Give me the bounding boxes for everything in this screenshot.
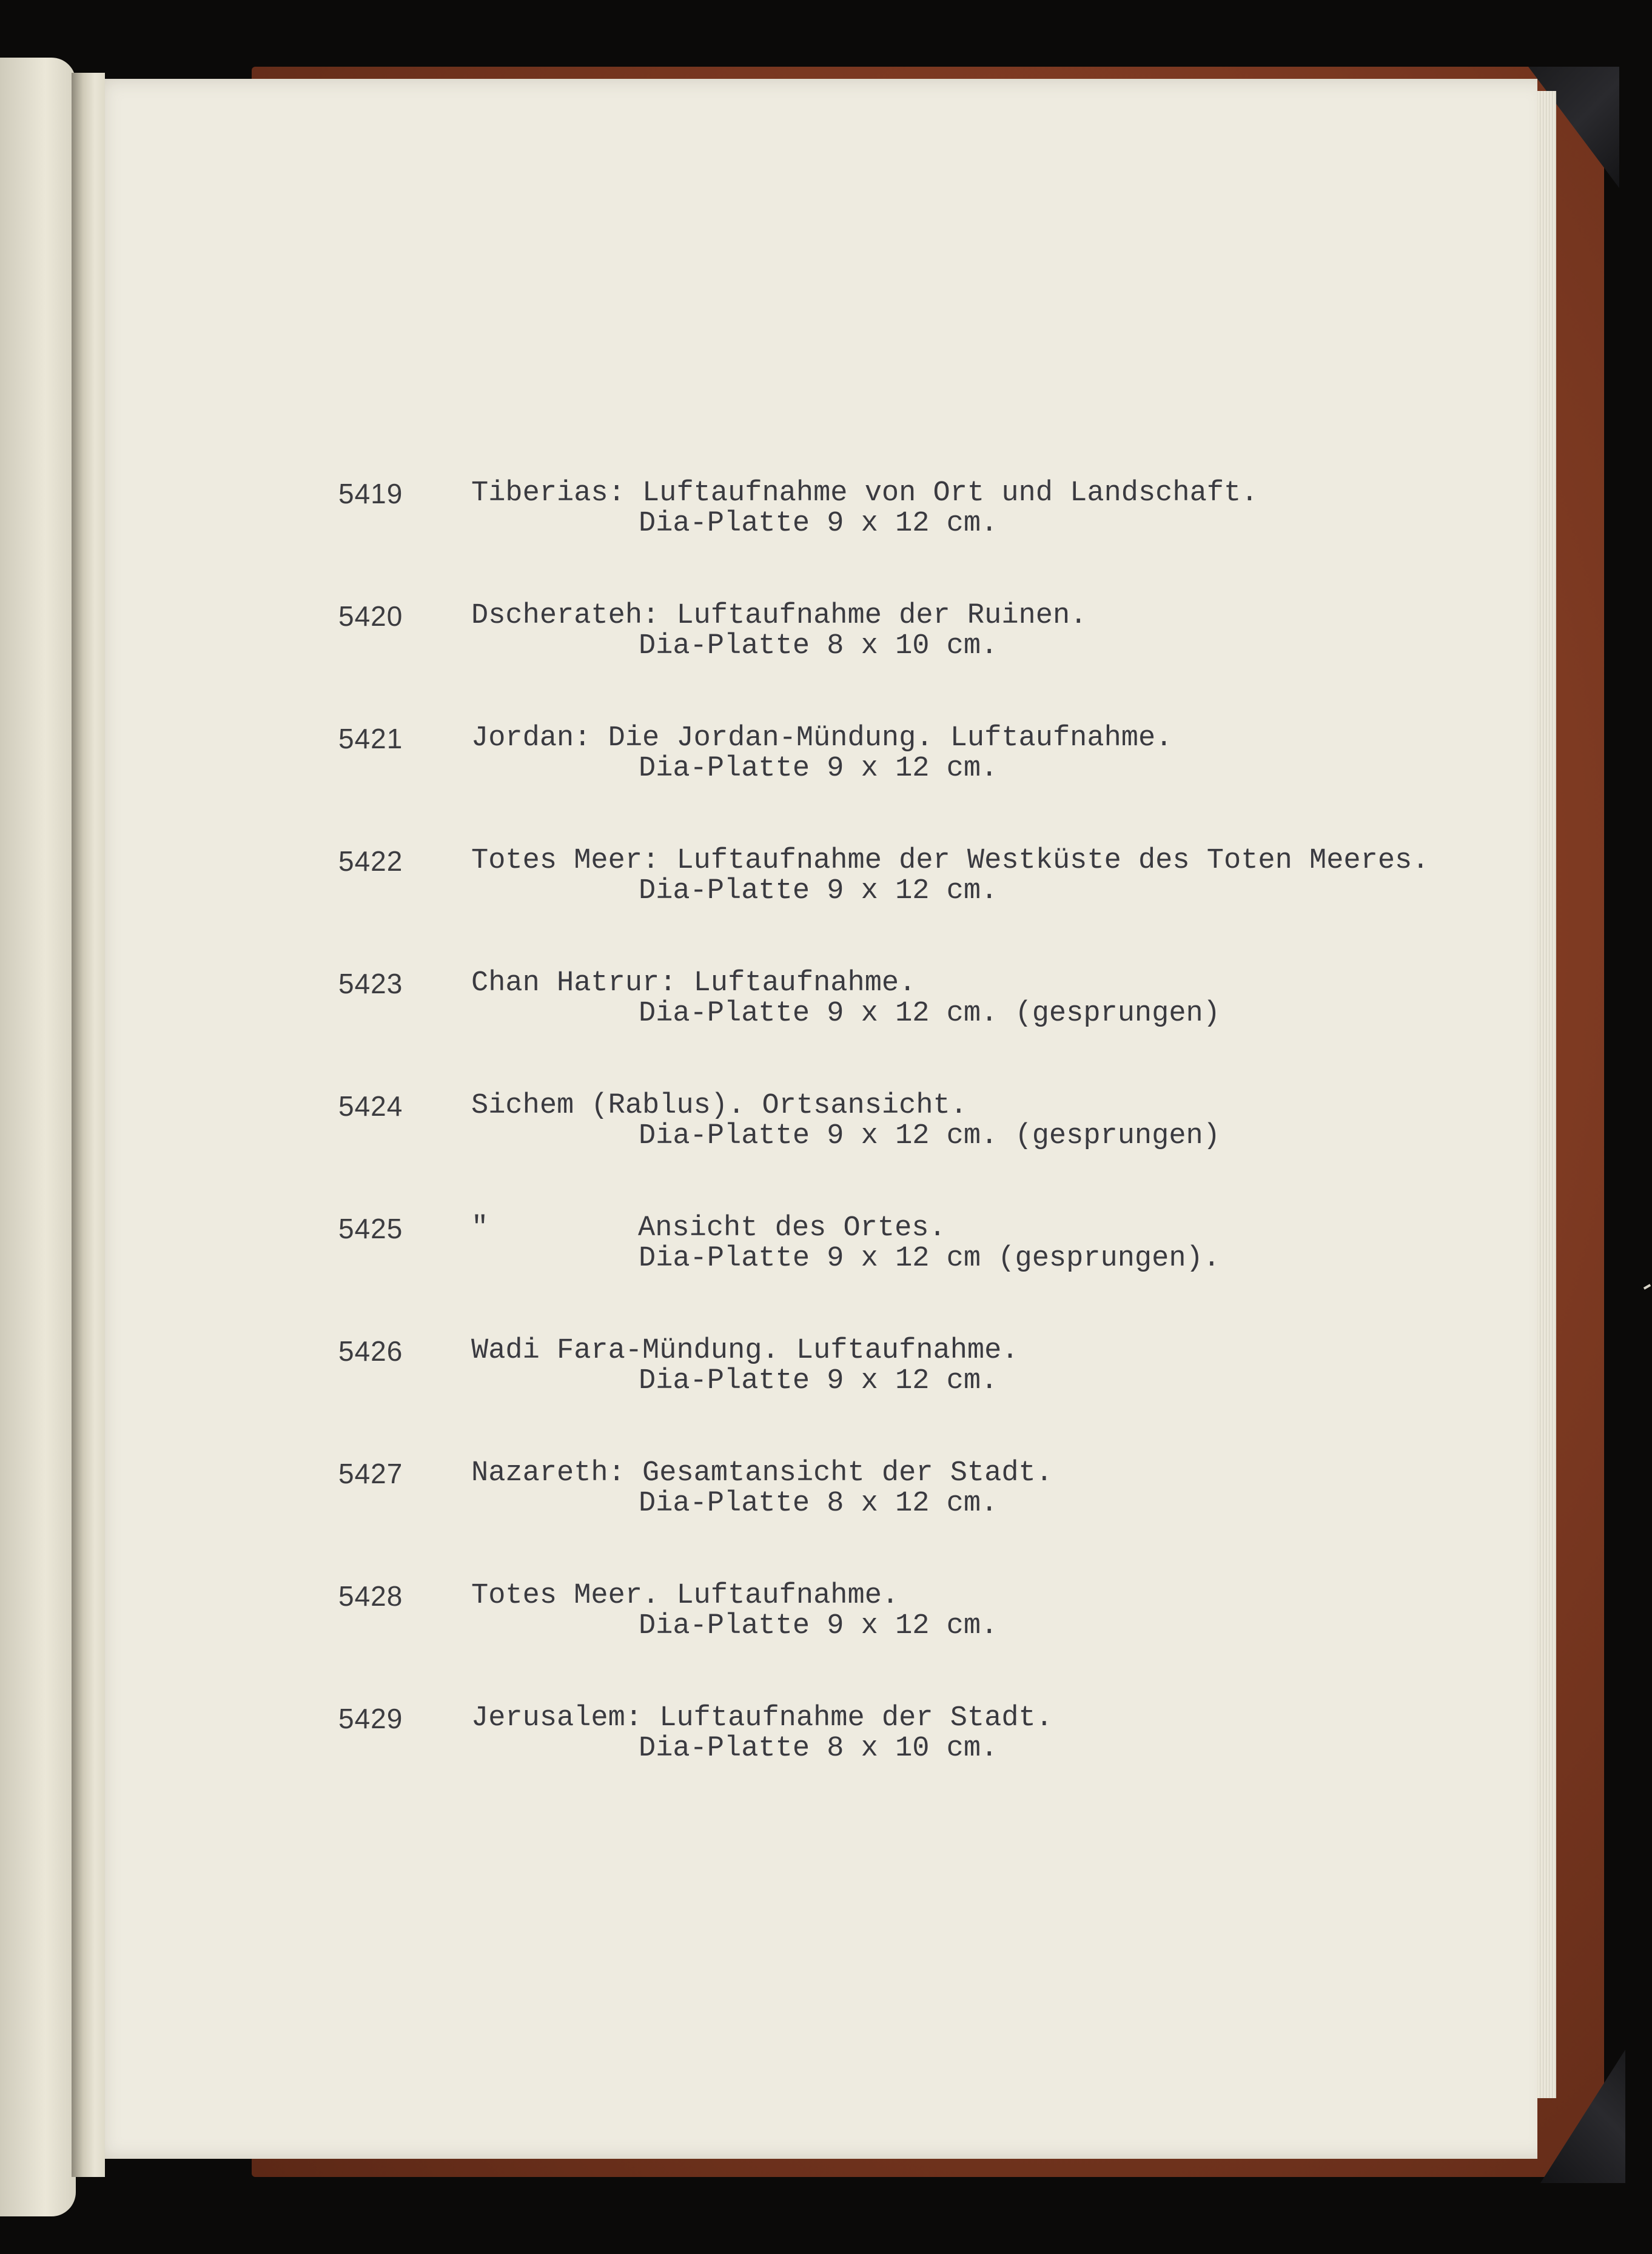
entry-title: Totes Meer. Luftaufnahme. (471, 1580, 899, 1612)
entry-title: Totes Meer: Luftaufnahme der Westküste des Toten Meeres. (471, 845, 1429, 877)
entry-number: 5425 (338, 1213, 403, 1244)
catalog-entry (91, 967, 1537, 1040)
entry-number: 5429 (338, 1703, 403, 1734)
catalog-entry (91, 1212, 1537, 1285)
catalog-entry (91, 477, 1537, 550)
entry-plate: Dia-Platte 8 x 10 cm. (639, 630, 998, 662)
entry-plate: Dia-Platte 9 x 12 cm. (639, 508, 998, 540)
catalog-entry (91, 1090, 1537, 1162)
entry-plate: Dia-Platte 9 x 12 cm. (639, 1365, 998, 1397)
entry-number: 5420 (338, 600, 403, 632)
entry-title: Sichem (Rablus). Ortsansicht. (471, 1090, 967, 1122)
entry-title: Jerusalem: Luftaufnahme der Stadt. (471, 1702, 1053, 1734)
catalog-entry (91, 1702, 1537, 1775)
edge-mark (1644, 1284, 1651, 1289)
catalog-entry (91, 1580, 1537, 1652)
entry-number: 5423 (338, 968, 403, 999)
left-facing-page (0, 58, 76, 2216)
entry-number: 5419 (338, 478, 403, 509)
entry-title-line (471, 1212, 946, 1244)
catalog-entry (91, 845, 1537, 917)
entry-number: 5422 (338, 845, 403, 877)
catalog-entry (91, 722, 1537, 795)
entry-number: 5428 (338, 1580, 403, 1612)
entry-title: Wadi Fara-Mündung. Luftaufnahme. (471, 1335, 1019, 1367)
catalog-page (91, 79, 1537, 2159)
entry-plate: Dia-Platte 9 x 12 cm. (gesprungen) (639, 1120, 1220, 1152)
entry-plate: Dia-Platte 8 x 10 cm. (639, 1732, 998, 1765)
entry-plate: Dia-Platte 9 x 12 cm. (gesprungen) (639, 998, 1220, 1030)
entry-number: 5426 (338, 1335, 403, 1367)
entry-list (91, 79, 1537, 2159)
entry-plate: Dia-Platte 9 x 12 cm. (639, 875, 998, 907)
entry-number: 5424 (338, 1090, 403, 1122)
entry-number: 5427 (338, 1458, 403, 1489)
entry-plate: Dia-Platte 9 x 12 cm. (639, 753, 998, 785)
entry-plate: Dia-Platte 8 x 12 cm. (639, 1488, 998, 1520)
entry-title: Jordan: Die Jordan-Mündung. Luftaufnahme. (471, 722, 1173, 754)
entry-title: Chan Hatrur: Luftaufnahme. (471, 967, 916, 999)
entry-title: Tiberias: Luftaufnahme von Ort und Landschaft. (471, 477, 1258, 509)
ditto-mark: " (471, 1212, 489, 1244)
entry-number: 5421 (338, 723, 403, 754)
catalog-entry (91, 1457, 1537, 1530)
entry-title: Dscherateh: Luftaufnahme der Ruinen. (471, 600, 1087, 632)
entry-title: Nazareth: Gesamtansicht der Stadt. (471, 1457, 1053, 1489)
entry-plate: Dia-Platte 9 x 12 cm. (639, 1610, 998, 1642)
book-gutter (72, 73, 105, 2177)
entry-title: Ansicht des Ortes. (638, 1212, 946, 1244)
catalog-entry (91, 600, 1537, 673)
entry-plate: Dia-Platte 9 x 12 cm (gesprungen). (639, 1243, 1220, 1275)
catalog-entry (91, 1335, 1537, 1407)
